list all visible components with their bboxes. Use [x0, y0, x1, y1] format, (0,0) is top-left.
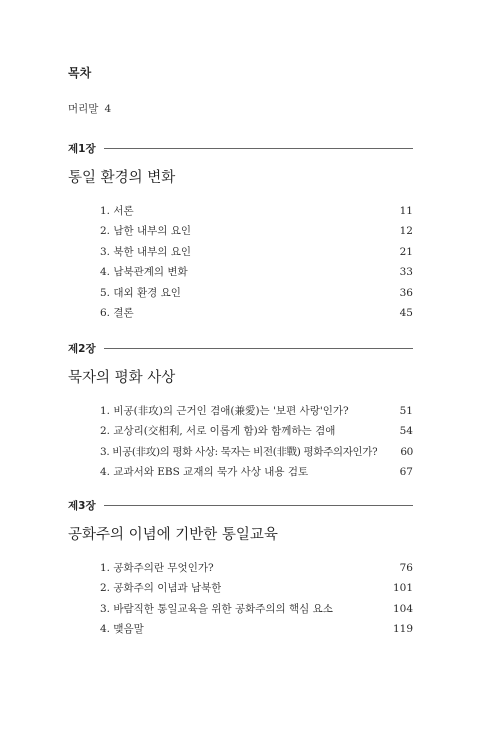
- entry-title: 2. 공화주의 이념과 남북한: [100, 582, 222, 595]
- chapter-1: [68, 140, 413, 325]
- chapter-divider: [104, 148, 413, 149]
- chapter-label: 제2장: [68, 342, 96, 355]
- entry-page: 12: [399, 225, 413, 238]
- entry-page: 51: [399, 405, 413, 417]
- entry-page: 101: [392, 582, 413, 595]
- entry-title: 6. 결론: [100, 306, 134, 319]
- toc-entry: [100, 580, 413, 600]
- toc-entry: [100, 403, 413, 423]
- toc-heading: 목차: [68, 66, 92, 80]
- chapter-2: [68, 340, 413, 485]
- toc-entry: [100, 621, 413, 641]
- toc-entry: [100, 444, 413, 464]
- toc-entry: [100, 601, 413, 621]
- chapter-3: [68, 497, 413, 642]
- entry-title: 1. 공화주의란 무엇인가?: [100, 562, 214, 574]
- entry-page: 36: [399, 286, 413, 299]
- chapter-title: 통일 환경의 변화: [68, 170, 176, 186]
- toc-entry: [100, 264, 413, 284]
- entry-title: 2. 교상리(交相利, 서로 이롭게 함)와 함께하는 겸애: [100, 425, 336, 438]
- entry-page: 104: [392, 602, 413, 615]
- chapter-title: 공화주의 이념에 기반한 통일교육: [68, 527, 278, 543]
- preface-title: 머리말: [68, 103, 99, 115]
- chapter-label: 제1장: [68, 142, 96, 155]
- chapter-entries: [68, 403, 413, 485]
- toc-entry: [100, 560, 413, 580]
- entry-title: 3. 북한 내부의 요인: [100, 245, 192, 258]
- toc-entry: [100, 464, 413, 484]
- entry-page: 21: [399, 245, 413, 258]
- entry-title: 3. 바람직한 통일교육을 위한 공화주의의 핵심 요소: [100, 602, 333, 615]
- toc-entry: [100, 203, 413, 223]
- entry-title: 5. 대외 환경 요인: [100, 286, 181, 299]
- toc-entry: [100, 423, 413, 443]
- chapter-divider: [104, 505, 413, 506]
- chapter-entries: [68, 560, 413, 642]
- chapter-title: 묵자의 평화 사상: [68, 370, 176, 386]
- entry-title: 4. 맺음말: [100, 623, 144, 636]
- entry-page: 76: [399, 562, 413, 574]
- entry-page: 54: [399, 425, 413, 438]
- entry-page: 119: [392, 623, 413, 636]
- entry-page: 11: [399, 205, 413, 217]
- entry-page: 67: [399, 466, 413, 479]
- chapter-entries: [68, 203, 413, 325]
- entry-page: 45: [399, 306, 413, 319]
- entry-title: 1. 비공(非攻)의 근거인 겸애(兼愛)는 '보편 사랑'인가?: [100, 405, 349, 417]
- toc-entry: [100, 285, 413, 305]
- entry-page: 33: [399, 266, 413, 279]
- toc-entry: [100, 244, 413, 264]
- entry-title: 4. 교과서와 EBS 교재의 묵가 사상 내용 검토: [100, 466, 309, 479]
- entry-title: 1. 서론: [100, 205, 134, 217]
- toc-entry: [100, 305, 413, 325]
- preface-page-number: 4: [104, 103, 112, 115]
- entry-title: 3. 비공(非攻)의 평화 사상: 묵자는 비전(非戰) 평화주의자인가?: [100, 445, 378, 458]
- chapter-label: 제3장: [68, 499, 96, 512]
- entry-title: 2. 남한 내부의 요인: [100, 225, 192, 238]
- preface-entry: [68, 101, 111, 116]
- entry-title: 4. 남북관계의 변화: [100, 266, 188, 279]
- toc-entry: [100, 223, 413, 243]
- entry-page: 60: [400, 445, 413, 458]
- chapter-divider: [104, 348, 413, 349]
